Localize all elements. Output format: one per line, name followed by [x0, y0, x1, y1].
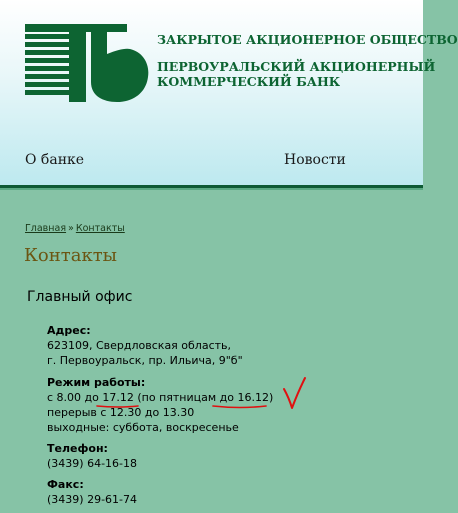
address-label: Адрес: — [47, 324, 91, 337]
page-title: Контакты — [24, 245, 117, 266]
phone-block — [47, 441, 137, 471]
bank-name-line3: КОММЕРЧЕСКИЙ БАНК — [157, 74, 341, 89]
fax-value: (3439) 29-61-74 — [47, 493, 138, 506]
nav-item-news[interactable]: Новости — [284, 152, 346, 168]
breadcrumb — [25, 223, 125, 234]
address-block — [47, 323, 243, 368]
hours-block — [47, 375, 273, 435]
hours-label: Режим работы: — [47, 376, 146, 389]
header-divider-light — [0, 188, 423, 190]
phone-label: Телефон: — [47, 442, 108, 455]
nav-item-about[interactable]: О банке — [25, 152, 85, 168]
hours-line3: выходные: суббота, воскресенье — [47, 421, 239, 434]
address-line1: 623109, Свердловская область, — [47, 339, 232, 352]
hours-line1: с 8.00 до 17.12 (по пятницам до 16.12) — [47, 391, 274, 404]
address-line2: г. Первоуральск, пр. Ильича, 9"б" — [47, 354, 243, 367]
breadcrumb-separator: » — [68, 223, 74, 234]
fax-label: Факс: — [47, 478, 84, 491]
office-title: Главный офис — [27, 289, 133, 305]
red-checkmark-icon — [284, 378, 305, 408]
hours-line2: перерыв с 12.30 до 13.30 — [47, 406, 195, 419]
bank-logo-icon[interactable] — [25, 24, 150, 102]
bank-name — [157, 32, 458, 89]
breadcrumb-current-link[interactable]: Контакты — [75, 223, 125, 234]
bank-name-line2: ПЕРВОУРАЛЬСКИЙ АКЦИОНЕРНЫЙ — [157, 59, 436, 74]
breadcrumb-home-link[interactable]: Главная — [25, 223, 67, 234]
fax-block — [47, 477, 137, 507]
phone-value: (3439) 64-16-18 — [47, 457, 138, 470]
bank-name-line1: ЗАКРЫТОЕ АКЦИОНЕРНОЕ ОБЩЕСТВО — [157, 32, 458, 47]
